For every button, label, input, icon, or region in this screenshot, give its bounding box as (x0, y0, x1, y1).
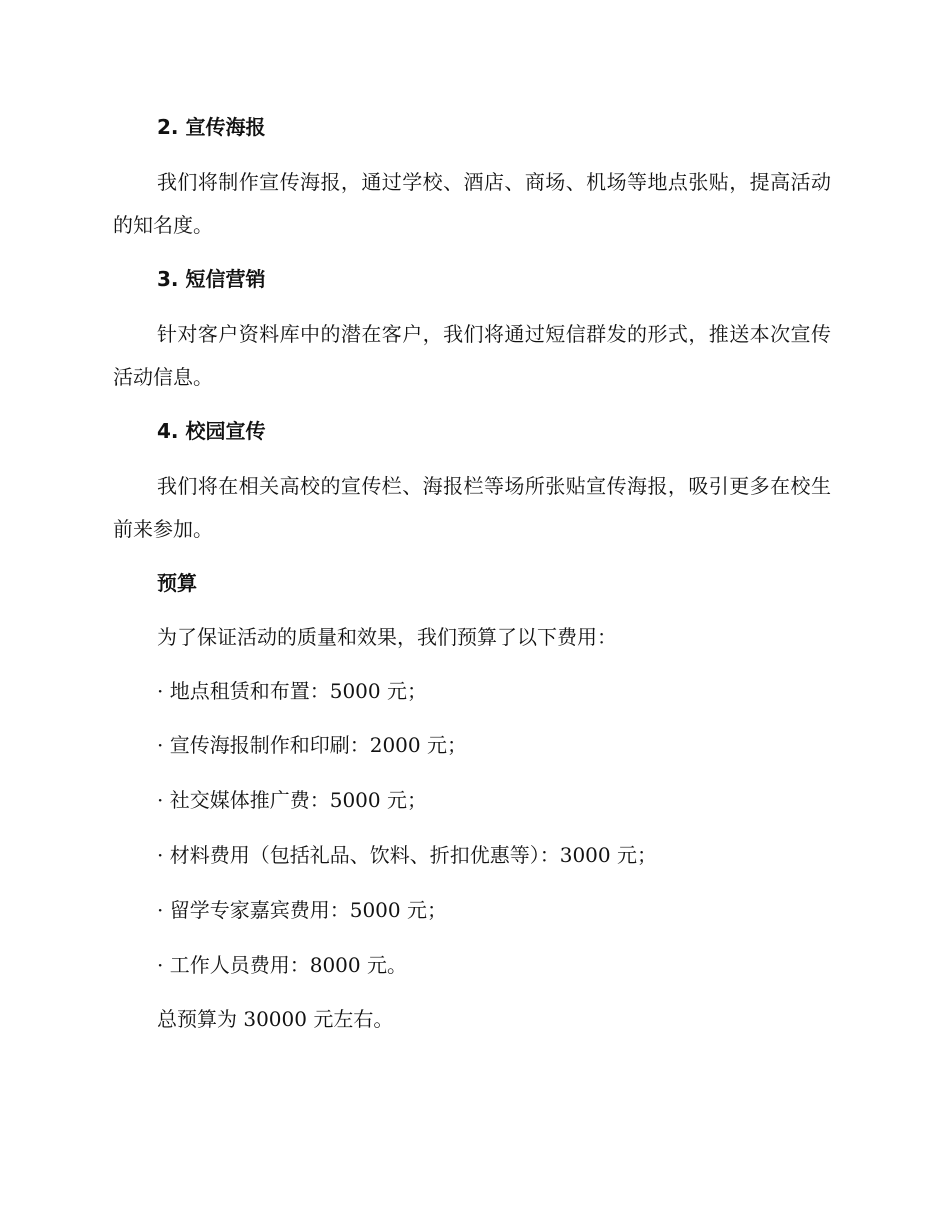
budget-item: · 留学专家嘉宾费用：5000 元； (157, 898, 447, 922)
section-heading-campus: 4. 校园宣传 (157, 419, 266, 443)
section-paragraph-poster: 我们将制作宣传海报，通过学校、酒店、商场、机场等地点张贴，提高活动的知名度。 (113, 170, 831, 237)
budget-heading: 预算 (157, 571, 197, 595)
budget-intro: 为了保证活动的质量和效果，我们预算了以下费用： (157, 625, 617, 649)
section-heading-poster: 2. 宣传海报 (157, 115, 266, 139)
budget-item: · 社交媒体推广费：5000 元； (157, 788, 427, 812)
budget-item: · 材料费用（包括礼品、饮料、折扣优惠等）：3000 元； (157, 843, 657, 867)
section-paragraph-campus: 我们将在相关高校的宣传栏、海报栏等场所张贴宣传海报，吸引更多在校生前来参加。 (113, 474, 831, 541)
budget-item: · 地点租赁和布置：5000 元； (157, 679, 427, 703)
budget-item: · 工作人员费用：8000 元。 (157, 953, 407, 977)
section-paragraph-sms: 针对客户资料库中的潜在客户，我们将通过短信群发的形式，推送本次宣传活动信息。 (113, 322, 831, 389)
section-heading-sms: 3. 短信营销 (157, 267, 266, 291)
budget-item: · 宣传海报制作和印刷：2000 元； (157, 733, 467, 757)
budget-total: 总预算为 30000 元左右。 (157, 1007, 394, 1031)
